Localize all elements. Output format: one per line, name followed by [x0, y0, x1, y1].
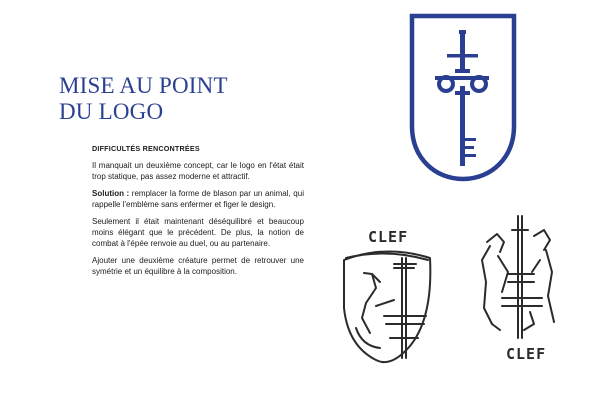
sketch-label-1: CLEF	[368, 228, 409, 246]
page-title	[59, 73, 228, 125]
page-title-line-2: DU LOGO	[59, 99, 164, 124]
sketch-label-2: CLEF	[506, 345, 547, 363]
paragraph-1: Il manquait un deuxième concept, car le logo en l'état était trop statique, pas assez moderne et attractif.	[92, 161, 304, 181]
paragraph-2-text: remplacer la forme de blason par un animal, qui rappelle l'emblème sans enfermer et figer le design.	[92, 189, 304, 209]
paragraph-4: Ajouter une deuxième créature permet de retrouver une symétrie et un équilibre à la composition.	[92, 256, 304, 276]
page-title-line-1: MISE AU POINT	[59, 73, 228, 98]
text-column	[92, 143, 304, 283]
paragraph-3: Seulement il était maintenant déséquilibré et beaucoup moins élégant que le précédent. De plus, la notion de combat à l'épée renvoie au duel, ou au partenaire.	[92, 217, 304, 248]
creatures-key-sketch	[472, 212, 567, 367]
shield-sword-key-logo	[409, 13, 517, 183]
section-heading: DIFFICULTÉS RENCONTRÉES	[92, 144, 200, 153]
paragraph-2	[92, 188, 304, 210]
shield-key-sketch	[336, 228, 436, 373]
solution-label: Solution :	[92, 189, 130, 198]
